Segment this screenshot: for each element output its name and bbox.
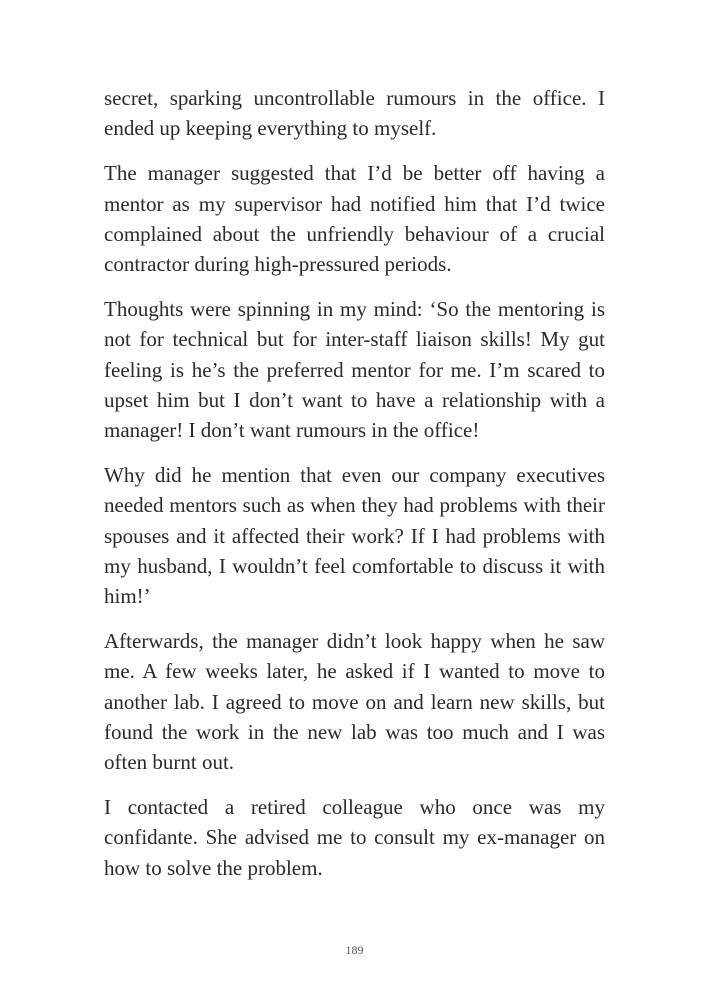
paragraph-2: The manager suggested that I’d be better off having a mentor as my supervisor had notified him that I’d twice complained about the unfriendly behaviour of a crucial contractor during high-pressured periods.: [104, 161, 605, 277]
paragraph-5: Afterwards, the manager didn’t look happy when he saw me. A few weeks later, he asked if I wanted to move to another lab. I agreed to move on and learn new skills, but found the work in the new lab was too much and I was often burnt out.: [104, 629, 605, 775]
page-number: 189: [345, 943, 364, 957]
body-text: [104, 83, 605, 898]
paragraph-1: secret, sparking uncontrollable rumours in the office. I ended up keeping everything to myself.: [104, 86, 605, 141]
paragraph-6: I contacted a retired colleague who once was my confidante. She advised me to consult my ex-manager on how to solve the problem.: [104, 795, 605, 880]
paragraph-4: Why did he mention that even our company executives needed mentors such as when they had problems with their spouses and it affected their work? If I had problems with my husband, I wouldn’t feel comfortable to discuss it with him!’: [104, 463, 605, 609]
paragraph-3: Thoughts were spinning in my mind: ‘So the mentoring is not for technical but for inter-staff liaison skills! My gut feeling is he’s the preferred mentor for me. I’m scared to upset him but I don’t want to have a relationship with a manager! I don’t want rumours in the office!: [104, 297, 605, 443]
